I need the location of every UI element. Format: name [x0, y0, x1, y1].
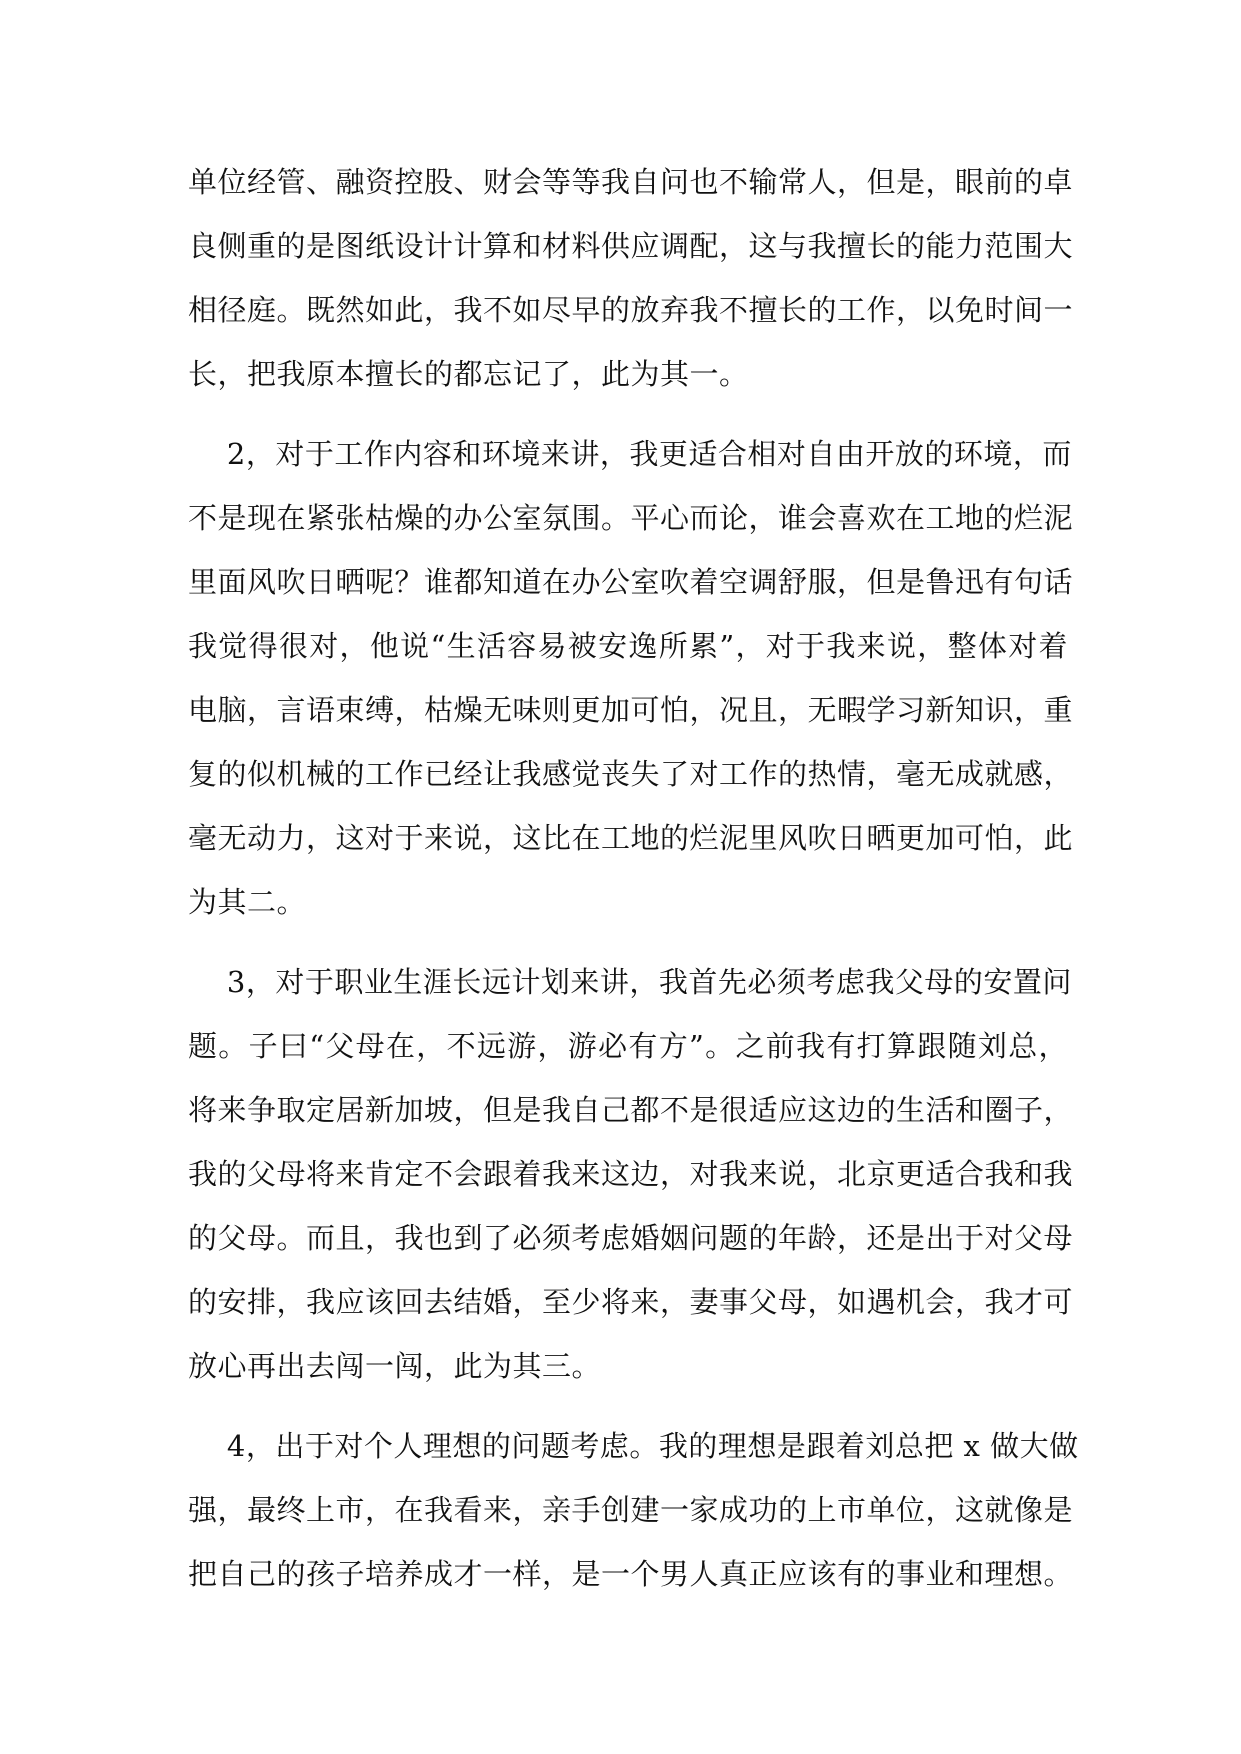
- text-line: 题。子曰“父母在，不远游，游必有方”。之前我有打算跟随刘总，: [188, 1029, 1068, 1063]
- text-line: 将来争取定居新加坡，但是我自己都不是很适应这边的生活和圈子，: [188, 1093, 1074, 1127]
- text-line: 不是现在紧张枯燥的办公室氛围。平心而论，谁会喜欢在工地的烂泥: [188, 501, 1074, 535]
- text-line: 的安排，我应该回去结婚，至少将来，妻事父母，如遇机会，我才可: [188, 1285, 1074, 1319]
- text-line: 4，出于对个人理想的问题考虑。我的理想是跟着刘总把 x 做大做: [188, 1429, 1079, 1463]
- text-line: 的父母。而且，我也到了必须考虑婚姻问题的年龄，还是出于对父母: [188, 1221, 1074, 1255]
- text-line: 我觉得很对，他说“生活容易被安逸所累”，对于我来说，整体对着: [188, 629, 1068, 663]
- text-line: 长，把我原本擅长的都忘记了，此为其一。: [188, 357, 749, 391]
- text-line: 单位经管、融资控股、财会等等我自问也不输常人，但是，眼前的卓: [188, 165, 1074, 199]
- text-line: 毫无动力，这对于来说，这比在工地的烂泥里风吹日晒更加可怕，此: [188, 821, 1074, 855]
- paragraph-gap: [188, 1398, 1068, 1414]
- paragraph-1: [188, 150, 1074, 406]
- text-line: 我的父母将来肯定不会跟着我来这边，对我来说，北京更适合我和我: [188, 1157, 1074, 1191]
- paragraph-2: [188, 422, 1074, 934]
- text-line: 3，对于职业生涯长远计划来讲，我首先必须考虑我父母的安置问: [188, 965, 1072, 999]
- text-line: 复的似机械的工作已经让我感觉丧失了对工作的热情，毫无成就感，: [188, 757, 1074, 791]
- paragraph-gap: [188, 406, 1068, 422]
- document-body: [188, 150, 1079, 1606]
- text-line: 放心再出去闯一闯，此为其三。: [188, 1349, 602, 1383]
- text-line: 为其二。: [188, 885, 307, 919]
- text-line: 相径庭。既然如此，我不如尽早的放弃我不擅长的工作，以免时间一: [188, 293, 1074, 327]
- paragraph-4: [188, 1414, 1079, 1606]
- text-line: 里面风吹日晒呢？谁都知道在办公室吹着空调舒服，但是鲁迅有句话: [188, 565, 1074, 599]
- text-line: 强，最终上市，在我看来，亲手创建一家成功的上市单位，这就像是: [188, 1493, 1074, 1527]
- paragraph-3: [188, 950, 1074, 1398]
- text-line: 电脑，言语束缚，枯燥无味则更加可怕，况且，无暇学习新知识，重: [188, 693, 1074, 727]
- text-line: 把自己的孩子培养成才一样，是一个男人真正应该有的事业和理想。: [188, 1557, 1074, 1591]
- text-line: 2，对于工作内容和环境来讲，我更适合相对自由开放的环境，而: [188, 437, 1072, 471]
- paragraph-gap: [188, 934, 1068, 950]
- text-line: 良侧重的是图纸设计计算和材料供应调配，这与我擅长的能力范围大: [188, 229, 1074, 263]
